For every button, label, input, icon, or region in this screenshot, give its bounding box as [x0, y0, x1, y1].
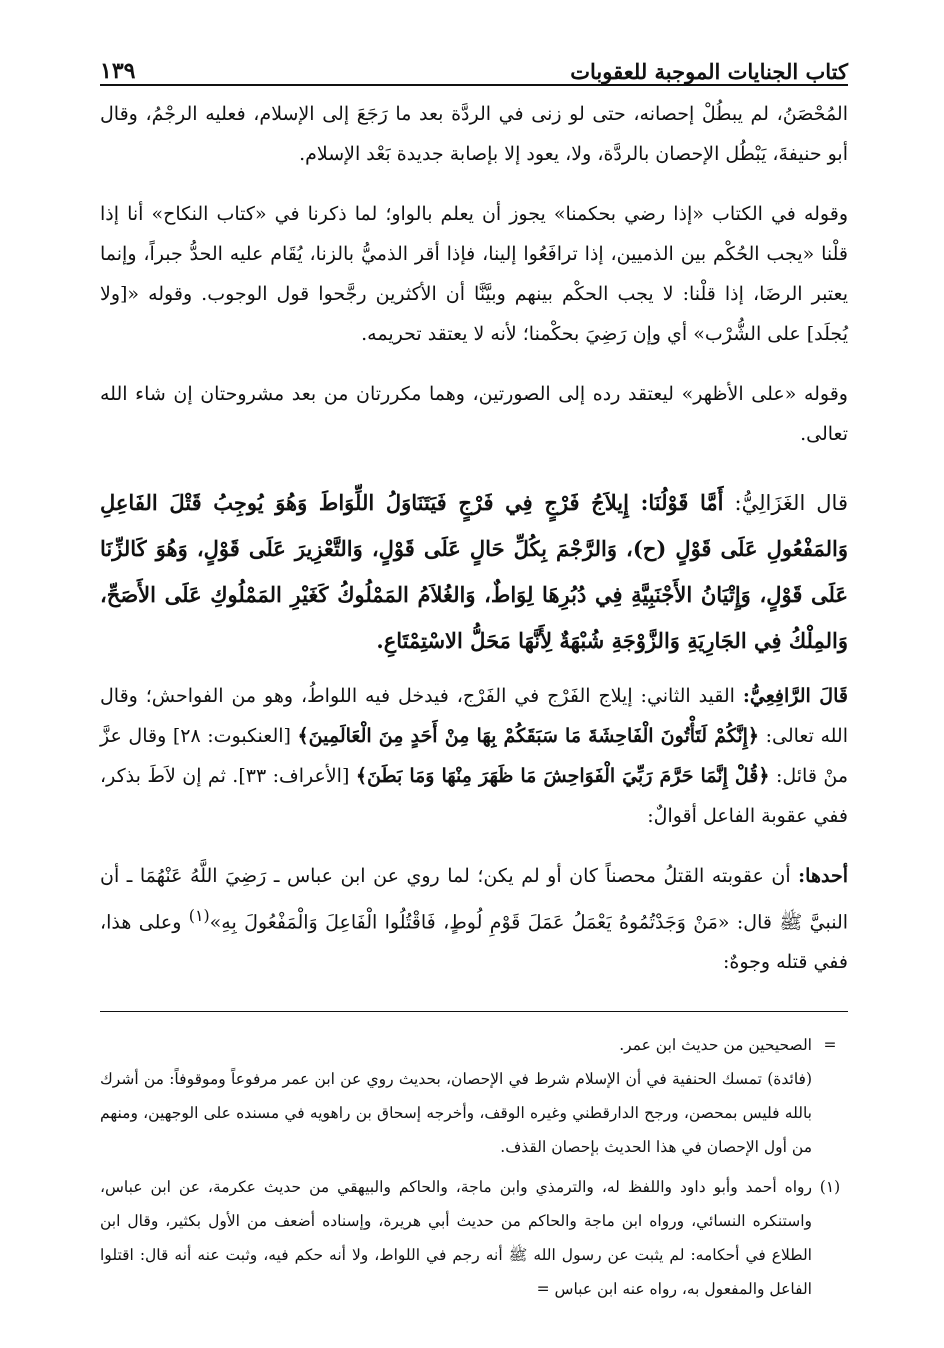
running-header — [100, 40, 848, 86]
rafii-text-a: القيد الثاني: إيلاج الفَرْج في الفَرْج، فيدخل فيه اللواطُ، وهو من الفواحش؛ وقال الله تعالى: — [100, 685, 848, 747]
footnote-note — [100, 1062, 848, 1164]
footnote-marker: = — [823, 1036, 837, 1054]
footnote-1 — [100, 1170, 848, 1306]
first-opinion-label: أحدها: — [798, 865, 848, 887]
quran-verse-araf: ﴿قُلْ إِنَّمَا حَرَّمَ رَبِّيَ الْفَوَاحِشَ مَا ظَهَرَ مِنْهَا وَمَا بَطَنَ﴾ — [355, 765, 770, 787]
rafii-text-b: [العنكبوت: ٢٨] وقال عزَّ منْ قائل: — [100, 725, 849, 787]
running-title: كتاب الجنايات الموجبة للعقوبات — [570, 59, 848, 84]
page-number: ١٣٩ — [100, 58, 136, 84]
footnote-marker: (١) — [819, 1178, 841, 1196]
paragraph-3: وقوله «على الأظهر» ليعتقد رده إلى الصورتين، وهما مكررتان من بعد مشروحتان إن شاء الله تعالى. — [100, 383, 848, 445]
paragraph-first-opinion — [100, 856, 848, 982]
first-opinion-text: أن عقوبته القتلُ محصناً كان أو لم يكن؛ لما روي عن ابن عباس ـ رَضِيَ اللَّهُ عَنْهُمَا ـ أن النبيَّ ﷺ قال: «مَنْ وَجَدْتُمُوهُ يَعْمَلُ عَمَلَ قَوْمِ لُوطٍ، فَاقْتُلُوا الْفَاعِلَ وَالْمَفْعُولَ بِهِ» — [100, 865, 849, 934]
footnote-text: (فائدة) تمسك الحنفية في أن الإسلام شرط في الإحصان، بحديث روي عن ابن عمر مرفوعاً وموقوفاً: من أشرك بالله فليس بمحصن، ورجح الدارقطني وغيره الوقف، وأخرجه إسحاق بن راهويه في مسنده على الوجهين، ومنهم من أول الإحصان في هذا الحديث بإحصان القذف. — [100, 1070, 812, 1156]
paragraph-2: وقوله في الكتاب «إذا رضي بحكمنا» يجوز أن يعلم بالواو؛ لما ذكرنا في «كتاب النكاح» أنا إذا قلْنا «يجب الحُكْم بين الذميين، إذا ترافَعُوا إلينا، فإذا أقر الذميُّ بالزنا، يُقَام عليه الحدُّ جبراً، وإنما يعتبر الرضَا، إذا قلْنا: لا يجب الحكْم بينهم وبيَّنَّا أن الأكثرين رجَّحوا قول الوجوب. وقوله «[ولا يُجلَد] على الشُّرْب» أي وإن رَضِيَ بحكْمنا؛ لأنه لا يعتقد تحريمه. — [100, 203, 848, 345]
footnote-marker — [812, 1062, 848, 1164]
rafii-label: قَالَ الرَّافِعِيُّ: — [742, 685, 848, 707]
book-page — [100, 40, 849, 1298]
footnote-ref-1[interactable]: (١) — [188, 906, 210, 925]
paragraph-rafii — [100, 676, 848, 836]
footnote-text: الصحيحين من حديث ابن عمر. — [619, 1036, 812, 1054]
paragraph-1: المُحْصَنُ، لم يبطُلْ إحصانه، حتى لو زنى في الردَّة بعد ما رَجَعَ إلى الإسلام، فعليه الرجْمُ، وقال أبو حنيفةَ، يَبْطُل الإحصان بالردَّة، ولا، يعود إلا بإصابة جديدة بَعْد الإسلام. — [100, 103, 848, 165]
rafii-text-c: [الأعراف: ٣٣]. ثم إن لاَطَ بذكر، ففي عقوبة الفاعل أقوالٌ: — [100, 765, 848, 827]
first-opinion-text-end: وعلى هذا، ففي قتله وجوهٌ: — [100, 911, 848, 974]
footnote-divider — [100, 1011, 848, 1012]
footnote-text: رواه أحمد وأبو داود واللفظ له، والترمذي وابن ماجة، والحاكم والبيهقي من حديث عكرمة، عن ابن عباس، واستنكره النسائي، ورواه ابن ماجة والحاكم من حديث أبي هريرة، وإسناده أضعف من الأول بكثير، وقال ابن الطلاع في أحكامه: لم يثبت عن رسول الله ﷺ أنه رجم في اللواط، ولا أنه حكم فيه، وثبت عنه أنه قال: اقتلوا الفاعل والمفعول به، رواه عنه ابن عباس = — [100, 1178, 812, 1298]
footnotes — [100, 1028, 848, 1306]
ghazali-text: أَمَّا قَوْلُنَا: إِيلاَجُ فَرْجٍ فِي فَرْجٍ فَيَتَنَاوَلُ اللِّوَاطَ وَهُوَ يُوجِبُ قَتْلَ الفَاعِلِ وَالمَفْعُولِ عَلَى قَوْلٍ (ح)، وَالرَّجْمَ بِكُلِّ حَالٍ عَلَى قَوْلٍ، وَالتَّعْزِيرَ عَلَى قَوْلٍ، وَهُوَ كَالزِّنَا عَلَى قَوْلٍ، وَإِتْيَانُ الأَجْنَبِيَّةِ فِي دُبُرِهَا لِوَاطٌ، وَالغُلاَمُ المَمْلُوكُ كَغَيْرِ المَمْلُوكِ عَلَى الأَصَحِّ، وَالمِلْكُ فِي الجَارِيَةِ وَالزَّوْجَةِ شُبْهَةٌ لِأَنَّهَا مَحَلُّ الاسْتِمْتَاعِ. — [100, 490, 848, 653]
ghazali-label: قال الغَزَالِيُّ: — [734, 491, 848, 515]
footnote-continued — [100, 1028, 848, 1062]
paragraph-ghazali — [100, 480, 848, 664]
quran-verse-ankabut: ﴿إِنَّكُمْ لَتَأْتُونَ الْفَاحِشَةَ مَا سَبَقَكُمْ بِهَا مِنْ أَحَدٍ مِنَ الْعَالَمِينَ﴾ — [297, 725, 760, 747]
